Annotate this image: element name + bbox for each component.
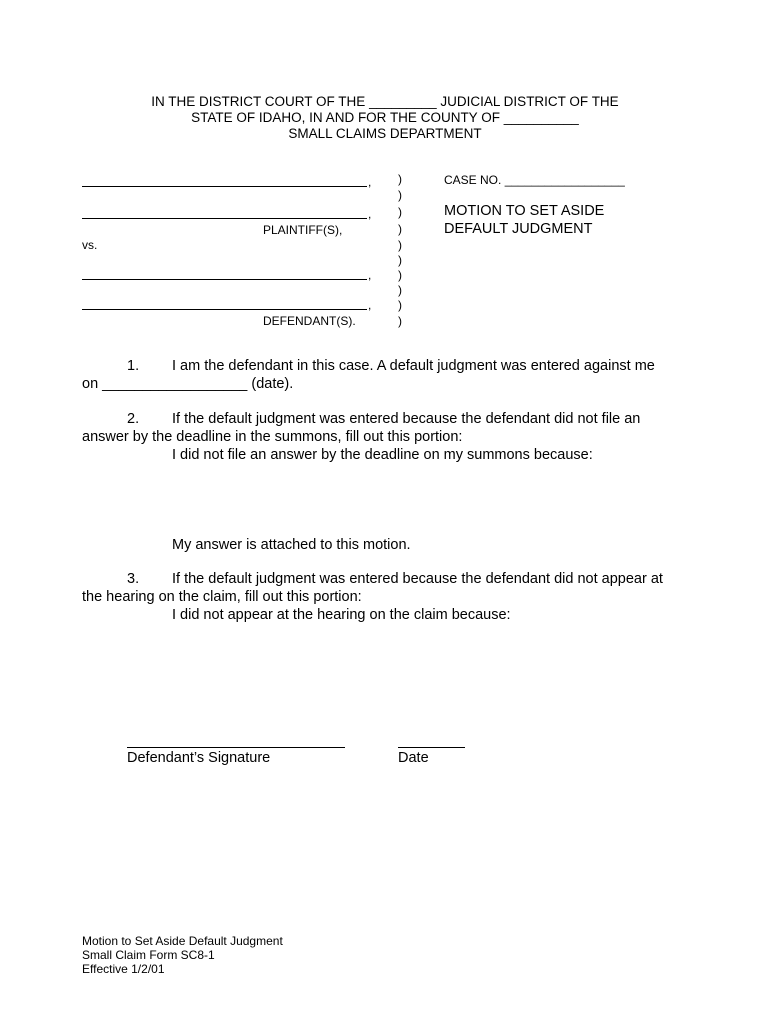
- footer-form-title: Motion to Set Aside Default Judgment: [82, 934, 283, 948]
- county-blank: __________: [503, 110, 579, 125]
- plaintiff-label: PLAINTIFF(S),: [263, 223, 343, 237]
- motion-title-line1: MOTION TO SET ASIDE: [444, 203, 605, 219]
- paragraph-3-text: the hearing on the claim, fill out this portion:: [82, 589, 362, 605]
- case-number[interactable]: [444, 173, 625, 187]
- comma: ,: [368, 175, 372, 189]
- plaintiff-name-line-2[interactable]: [82, 218, 367, 219]
- paragraph-2-number: 2.: [127, 411, 140, 427]
- paren: ): [398, 172, 402, 186]
- court-header-line3: SMALL CLAIMS DEPARTMENT: [288, 126, 482, 141]
- on-label: on: [82, 376, 99, 392]
- paragraph-1-date-line: [82, 376, 293, 392]
- motion-title-line2: DEFAULT JUDGMENT: [444, 221, 593, 237]
- paren: ): [398, 283, 402, 297]
- answer-reason-field[interactable]: [172, 468, 692, 530]
- comma: ,: [368, 298, 372, 312]
- date-hint: (date).: [251, 376, 294, 392]
- signature-label: Defendant’s Signature: [127, 750, 271, 766]
- paragraph-2-text: answer by the deadline in the summons, fill out this portion:: [82, 429, 463, 445]
- paragraph-3-reason-prompt: I did not appear at the hearing on the claim because:: [172, 607, 511, 623]
- case-number-label: CASE NO.: [444, 173, 502, 187]
- paragraph-3-number: 3.: [127, 571, 140, 587]
- paren: ): [398, 238, 402, 252]
- paren: ): [398, 298, 402, 312]
- paren: ): [398, 222, 402, 236]
- district-blank: _________: [369, 94, 437, 109]
- defendant-name-line-2[interactable]: [82, 309, 367, 310]
- date-line[interactable]: [398, 747, 465, 748]
- paren: ): [398, 253, 402, 267]
- court-header-line1: [0, 94, 770, 109]
- defendant-name-line-1[interactable]: [82, 279, 367, 280]
- vs-label: vs.: [82, 238, 98, 252]
- date-label: Date: [398, 750, 429, 766]
- paren: ): [398, 268, 402, 282]
- header-text: IN THE DISTRICT COURT OF THE: [151, 94, 366, 109]
- comma: ,: [368, 268, 372, 282]
- footer-effective-date: Effective 1/2/01: [82, 962, 165, 976]
- paragraph-1-number: 1.: [127, 358, 140, 374]
- plaintiff-name-line-1[interactable]: [82, 186, 367, 187]
- paragraph-1-text: I am the defendant in this case. A default judgment was entered against me: [172, 358, 655, 374]
- header-text: JUDICIAL DISTRICT OF THE: [440, 94, 619, 109]
- footer-form-number: Small Claim Form SC8-1: [82, 948, 215, 962]
- paragraph-3-text: If the default judgment was entered because the defendant did not appear at: [172, 571, 663, 587]
- answer-attached-text: My answer is attached to this motion.: [172, 537, 411, 553]
- paragraph-2-reason-prompt: I did not file an answer by the deadline on my summons because:: [172, 447, 593, 463]
- paren: ): [398, 314, 402, 328]
- header-text: STATE OF IDAHO, IN AND FOR THE COUNTY OF: [191, 110, 500, 125]
- paragraph-2-text: If the default judgment was entered because the defendant did not file an: [172, 411, 641, 427]
- paren: ): [398, 188, 402, 202]
- defendant-label: DEFENDANT(S).: [263, 314, 356, 328]
- case-number-blank[interactable]: __________________: [504, 173, 625, 187]
- judgment-date-blank[interactable]: __________________: [102, 376, 248, 392]
- signature-line[interactable]: [127, 747, 345, 748]
- paren: ): [398, 205, 402, 219]
- comma: ,: [368, 207, 372, 221]
- hearing-reason-field[interactable]: [172, 628, 692, 728]
- court-header-line2: [0, 110, 770, 125]
